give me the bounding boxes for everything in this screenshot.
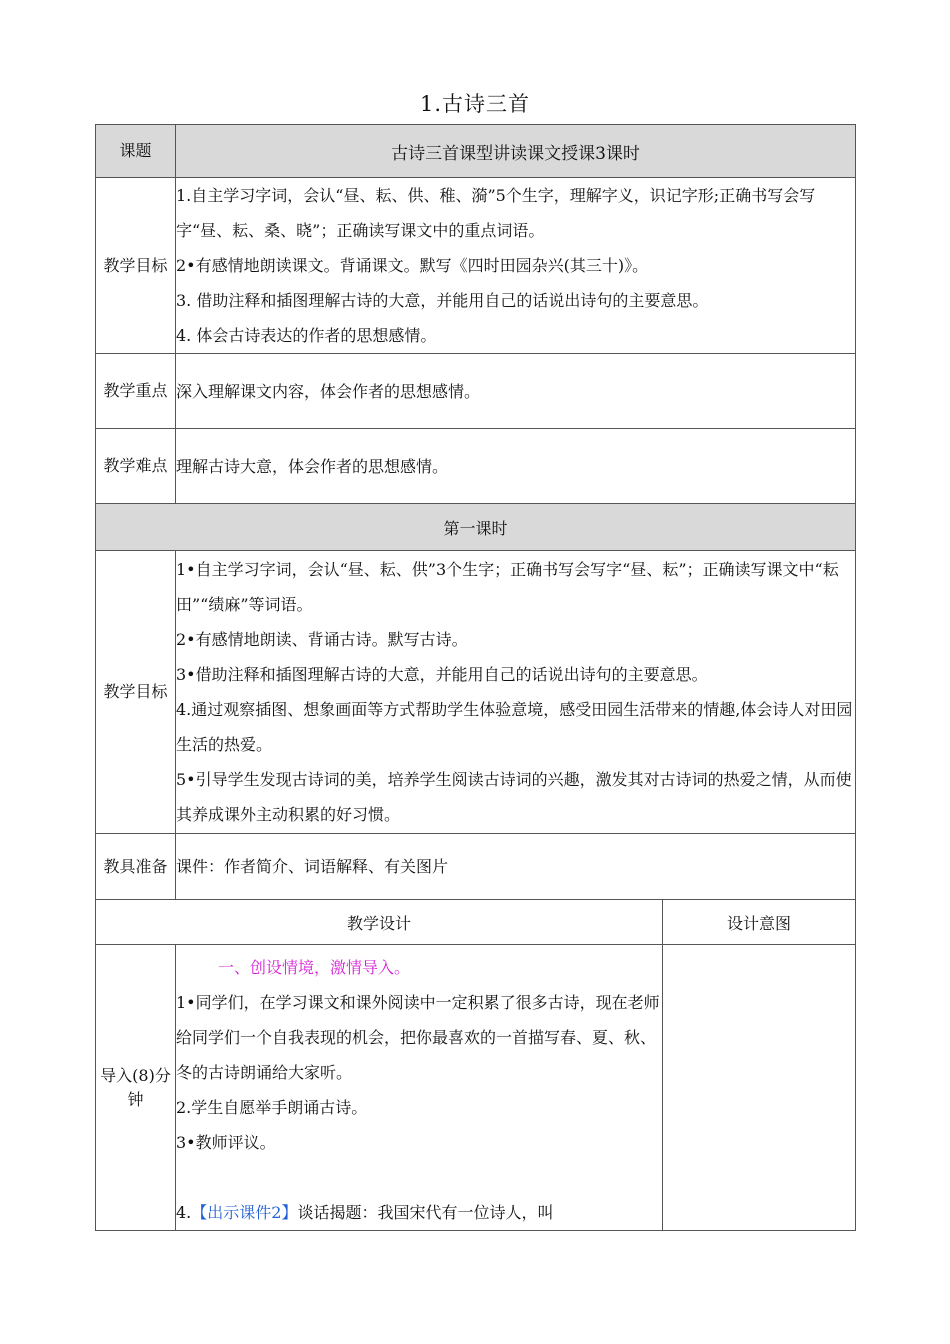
- topic-label: 课题: [96, 125, 176, 178]
- intro-item-3: 3•教师评议。: [176, 1133, 276, 1152]
- courseware-tag: 【出示课件2】: [191, 1203, 298, 1222]
- intro-intent-cell: [663, 945, 856, 1231]
- goal-item-1: 1.自主学习字词，会认“昼、耘、供、稚、漪”5个生字，理解字义，识记字形;正确书写会写字“昼、耘、桑、晓”；正确读写课文中的重点词语。: [176, 186, 816, 240]
- lesson1-goals-label: 教学目标: [96, 551, 176, 834]
- intro-blank-line: [176, 1160, 662, 1195]
- design-header: 教学设计: [96, 900, 663, 945]
- difficulties-row: [96, 429, 856, 504]
- difficulties-text: 理解古诗大意，体会作者的思想感情。: [176, 456, 449, 476]
- topic-row: [96, 125, 856, 178]
- lesson-plan-table: [95, 124, 856, 1231]
- key-points-value: [176, 354, 856, 429]
- goals-label: 教学目标: [96, 178, 176, 354]
- lesson1-goal-item-2: 2•有感情地朗读、背诵古诗。默写古诗。: [176, 630, 468, 649]
- design-header-row: [96, 900, 856, 945]
- lesson1-goals-row: [96, 551, 856, 834]
- goals-content: [176, 178, 856, 354]
- lesson1-header: 第一课时: [96, 504, 856, 551]
- intro-content: [176, 945, 663, 1231]
- key-points-row: [96, 354, 856, 429]
- lesson1-goal-item-3: 3•借助注释和插图理解古诗的大意，并能用自己的话说出诗句的主要意思。: [176, 665, 708, 684]
- materials-value: [176, 834, 856, 900]
- lesson1-header-row: [96, 504, 856, 551]
- intro-item-4-prefix: 4.: [176, 1203, 192, 1222]
- goals-row: [96, 178, 856, 354]
- intro-item-1: 1•同学们，在学习课文和课外阅读中一定积累了很多古诗，现在老师给同学们一个自我表现的机会，把你最喜欢的一首描写春、夏、秋、冬的古诗朗诵给大家听。: [176, 993, 660, 1082]
- intro-label: 导入(8)分钟: [96, 945, 176, 1231]
- key-points-label: 教学重点: [96, 354, 176, 429]
- intro-item-4: [176, 1195, 662, 1230]
- materials-text: 课件：作者简介、词语解释、有关图片: [176, 857, 449, 876]
- intro-section-title: 一、创设情境，激情导入。: [218, 958, 411, 977]
- key-points-text: 深入理解课文内容，体会作者的思想感情。: [176, 381, 481, 401]
- intro-item-2: 2.学生自愿举手朗诵古诗。: [176, 1098, 368, 1117]
- intro-item-4-text: 谈话揭题：我国宋代有一位诗人，叫: [297, 1203, 554, 1222]
- lesson1-goal-item-4: 4.通过观察插图、想象画面等方式帮助学生体验意境，感受田园生活带来的情趣,体会诗人对田园生活的热爱。: [176, 700, 853, 754]
- goal-item-2: 2•有感情地朗读课文。背诵课文。默写《四时田园杂兴(其三十)》。: [176, 256, 649, 275]
- intro-row: [96, 945, 856, 1231]
- intent-header: 设计意图: [663, 900, 856, 945]
- page-title: 1.古诗三首: [419, 92, 531, 116]
- lesson1-goals-content: [176, 551, 856, 834]
- goal-item-3: 3. 借助注释和插图理解古诗的大意，并能用自己的话说出诗句的主要意思。: [176, 291, 709, 310]
- materials-label: 教具准备: [96, 834, 176, 900]
- difficulties-value: [176, 429, 856, 504]
- lesson1-goal-item-1: 1•自主学习字词，会认“昼、耘、供”3个生字；正确书写会写字“昼、耘”；正确读写课文中“耘田”“绩麻”等词语。: [176, 560, 839, 614]
- difficulties-label: 教学难点: [96, 429, 176, 504]
- goal-item-4: 4. 体会古诗表达的作者的思想感情。: [176, 326, 437, 345]
- materials-row: [96, 834, 856, 900]
- topic-value: 古诗三首课型讲读课文授课3课时: [176, 125, 856, 178]
- lesson1-goal-item-5: 5•引导学生发现古诗词的美，培养学生阅读古诗词的兴趣，激发其对古诗词的热爱之情，从而使其养成课外主动积累的好习惯。: [176, 770, 852, 824]
